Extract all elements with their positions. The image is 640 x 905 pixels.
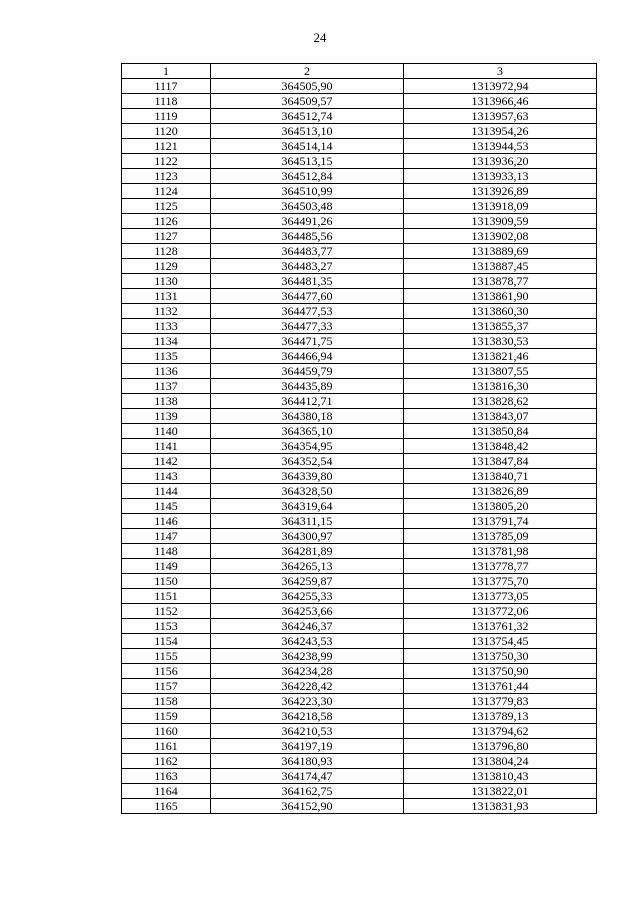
table-row <box>122 484 597 499</box>
point-number-cell: 1120 <box>122 124 211 139</box>
point-number-cell: 1128 <box>122 244 211 259</box>
table-row <box>122 784 597 799</box>
x-coordinate-cell: 364180,93 <box>211 754 404 769</box>
y-coordinate-cell: 1313791,74 <box>404 514 597 529</box>
point-number-cell: 1136 <box>122 364 211 379</box>
table-row <box>122 94 597 109</box>
x-coordinate-cell: 364380,18 <box>211 409 404 424</box>
table-row <box>122 79 597 94</box>
point-number-cell: 1158 <box>122 694 211 709</box>
point-number-cell: 1141 <box>122 439 211 454</box>
point-number-cell: 1162 <box>122 754 211 769</box>
x-coordinate-cell: 364243,53 <box>211 634 404 649</box>
point-number-cell: 1142 <box>122 454 211 469</box>
point-number-cell: 1153 <box>122 619 211 634</box>
table-row <box>122 394 597 409</box>
table-row <box>122 124 597 139</box>
y-coordinate-cell: 1313957,63 <box>404 109 597 124</box>
x-coordinate-cell: 364311,15 <box>211 514 404 529</box>
coordinates-table <box>121 63 597 814</box>
table-row <box>122 409 597 424</box>
y-coordinate-cell: 1313861,90 <box>404 289 597 304</box>
point-number-cell: 1130 <box>122 274 211 289</box>
x-coordinate-cell: 364319,64 <box>211 499 404 514</box>
y-coordinate-cell: 1313789,13 <box>404 709 597 724</box>
table-row <box>122 604 597 619</box>
y-coordinate-cell: 1313785,09 <box>404 529 597 544</box>
table-row <box>122 499 597 514</box>
x-coordinate-cell: 364352,54 <box>211 454 404 469</box>
point-number-cell: 1143 <box>122 469 211 484</box>
x-coordinate-cell: 364503,48 <box>211 199 404 214</box>
x-coordinate-cell: 364365,10 <box>211 424 404 439</box>
table-row <box>122 319 597 334</box>
y-coordinate-cell: 1313821,46 <box>404 349 597 364</box>
y-coordinate-cell: 1313796,80 <box>404 739 597 754</box>
table-row <box>122 694 597 709</box>
table-row <box>122 109 597 124</box>
point-number-cell: 1163 <box>122 769 211 784</box>
point-number-cell: 1125 <box>122 199 211 214</box>
table-row <box>122 664 597 679</box>
x-coordinate-cell: 364197,19 <box>211 739 404 754</box>
y-coordinate-cell: 1313778,77 <box>404 559 597 574</box>
y-coordinate-cell: 1313805,20 <box>404 499 597 514</box>
y-coordinate-cell: 1313840,71 <box>404 469 597 484</box>
y-coordinate-cell: 1313848,42 <box>404 439 597 454</box>
x-coordinate-cell: 364210,53 <box>211 724 404 739</box>
y-coordinate-cell: 1313773,05 <box>404 589 597 604</box>
point-number-cell: 1140 <box>122 424 211 439</box>
point-number-cell: 1132 <box>122 304 211 319</box>
point-number-cell: 1135 <box>122 349 211 364</box>
y-coordinate-cell: 1313761,32 <box>404 619 597 634</box>
x-coordinate-cell: 364339,80 <box>211 469 404 484</box>
table-row <box>122 214 597 229</box>
column-header-3: 3 <box>404 64 597 79</box>
y-coordinate-cell: 1313816,30 <box>404 379 597 394</box>
point-number-cell: 1145 <box>122 499 211 514</box>
x-coordinate-cell: 364509,57 <box>211 94 404 109</box>
point-number-cell: 1133 <box>122 319 211 334</box>
x-coordinate-cell: 364471,75 <box>211 334 404 349</box>
point-number-cell: 1164 <box>122 784 211 799</box>
point-number-cell: 1148 <box>122 544 211 559</box>
table-row <box>122 649 597 664</box>
column-header-2: 2 <box>211 64 404 79</box>
point-number-cell: 1156 <box>122 664 211 679</box>
page-number: 24 <box>313 30 327 45</box>
y-coordinate-cell: 1313843,07 <box>404 409 597 424</box>
column-header-1: 1 <box>122 64 211 79</box>
x-coordinate-cell: 364513,10 <box>211 124 404 139</box>
y-coordinate-cell: 1313850,84 <box>404 424 597 439</box>
table-row <box>122 439 597 454</box>
table-row <box>122 349 597 364</box>
x-coordinate-cell: 364281,89 <box>211 544 404 559</box>
table-row <box>122 364 597 379</box>
y-coordinate-cell: 1313860,30 <box>404 304 597 319</box>
table-row <box>122 559 597 574</box>
table-row <box>122 754 597 769</box>
y-coordinate-cell: 1313779,83 <box>404 694 597 709</box>
table-row <box>122 514 597 529</box>
point-number-cell: 1165 <box>122 799 211 814</box>
y-coordinate-cell: 1313936,20 <box>404 154 597 169</box>
x-coordinate-cell: 364354,95 <box>211 439 404 454</box>
y-coordinate-cell: 1313807,55 <box>404 364 597 379</box>
table-body <box>122 79 597 814</box>
x-coordinate-cell: 364477,60 <box>211 289 404 304</box>
table-row <box>122 769 597 784</box>
table-row <box>122 799 597 814</box>
x-coordinate-cell: 364512,84 <box>211 169 404 184</box>
table-row <box>122 274 597 289</box>
x-coordinate-cell: 364412,71 <box>211 394 404 409</box>
point-number-cell: 1152 <box>122 604 211 619</box>
point-number-cell: 1146 <box>122 514 211 529</box>
point-number-cell: 1119 <box>122 109 211 124</box>
point-number-cell: 1161 <box>122 739 211 754</box>
table-row <box>122 154 597 169</box>
x-coordinate-cell: 364300,97 <box>211 529 404 544</box>
y-coordinate-cell: 1313847,84 <box>404 454 597 469</box>
table-row <box>122 304 597 319</box>
point-number-cell: 1160 <box>122 724 211 739</box>
point-number-cell: 1147 <box>122 529 211 544</box>
x-coordinate-cell: 364253,66 <box>211 604 404 619</box>
point-number-cell: 1134 <box>122 334 211 349</box>
table-row <box>122 229 597 244</box>
x-coordinate-cell: 364483,27 <box>211 259 404 274</box>
y-coordinate-cell: 1313831,93 <box>404 799 597 814</box>
x-coordinate-cell: 364174,47 <box>211 769 404 784</box>
y-coordinate-cell: 1313909,59 <box>404 214 597 229</box>
point-number-cell: 1159 <box>122 709 211 724</box>
x-coordinate-cell: 364255,33 <box>211 589 404 604</box>
x-coordinate-cell: 364234,28 <box>211 664 404 679</box>
y-coordinate-cell: 1313750,30 <box>404 649 597 664</box>
y-coordinate-cell: 1313954,26 <box>404 124 597 139</box>
x-coordinate-cell: 364513,15 <box>211 154 404 169</box>
x-coordinate-cell: 364481,35 <box>211 274 404 289</box>
table-row <box>122 574 597 589</box>
point-number-cell: 1138 <box>122 394 211 409</box>
table-row <box>122 634 597 649</box>
y-coordinate-cell: 1313828,62 <box>404 394 597 409</box>
x-coordinate-cell: 364162,75 <box>211 784 404 799</box>
y-coordinate-cell: 1313750,90 <box>404 664 597 679</box>
point-number-cell: 1131 <box>122 289 211 304</box>
table-header-row <box>122 64 597 79</box>
x-coordinate-cell: 364477,53 <box>211 304 404 319</box>
x-coordinate-cell: 364223,30 <box>211 694 404 709</box>
y-coordinate-cell: 1313830,53 <box>404 334 597 349</box>
point-number-cell: 1127 <box>122 229 211 244</box>
table-row <box>122 544 597 559</box>
point-number-cell: 1150 <box>122 574 211 589</box>
y-coordinate-cell: 1313772,06 <box>404 604 597 619</box>
point-number-cell: 1144 <box>122 484 211 499</box>
table-row <box>122 259 597 274</box>
table-row <box>122 289 597 304</box>
x-coordinate-cell: 364466,94 <box>211 349 404 364</box>
table-row <box>122 679 597 694</box>
table-row <box>122 709 597 724</box>
point-number-cell: 1149 <box>122 559 211 574</box>
y-coordinate-cell: 1313855,37 <box>404 319 597 334</box>
table-row <box>122 454 597 469</box>
x-coordinate-cell: 364328,50 <box>211 484 404 499</box>
x-coordinate-cell: 364246,37 <box>211 619 404 634</box>
point-number-cell: 1155 <box>122 649 211 664</box>
point-number-cell: 1124 <box>122 184 211 199</box>
x-coordinate-cell: 364459,79 <box>211 364 404 379</box>
x-coordinate-cell: 364218,58 <box>211 709 404 724</box>
x-coordinate-cell: 364477,33 <box>211 319 404 334</box>
table-row <box>122 724 597 739</box>
table-row <box>122 589 597 604</box>
point-number-cell: 1137 <box>122 379 211 394</box>
table-row <box>122 334 597 349</box>
table-row <box>122 469 597 484</box>
x-coordinate-cell: 364152,90 <box>211 799 404 814</box>
y-coordinate-cell: 1313781,98 <box>404 544 597 559</box>
table-row <box>122 424 597 439</box>
y-coordinate-cell: 1313889,69 <box>404 244 597 259</box>
y-coordinate-cell: 1313933,13 <box>404 169 597 184</box>
table-row <box>122 529 597 544</box>
x-coordinate-cell: 364505,90 <box>211 79 404 94</box>
y-coordinate-cell: 1313826,89 <box>404 484 597 499</box>
x-coordinate-cell: 364435,89 <box>211 379 404 394</box>
point-number-cell: 1129 <box>122 259 211 274</box>
y-coordinate-cell: 1313754,45 <box>404 634 597 649</box>
point-number-cell: 1123 <box>122 169 211 184</box>
x-coordinate-cell: 364491,26 <box>211 214 404 229</box>
table-row <box>122 619 597 634</box>
y-coordinate-cell: 1313878,77 <box>404 274 597 289</box>
point-number-cell: 1117 <box>122 79 211 94</box>
point-number-cell: 1151 <box>122 589 211 604</box>
y-coordinate-cell: 1313918,09 <box>404 199 597 214</box>
x-coordinate-cell: 364514,14 <box>211 139 404 154</box>
point-number-cell: 1154 <box>122 634 211 649</box>
point-number-cell: 1126 <box>122 214 211 229</box>
x-coordinate-cell: 364483,77 <box>211 244 404 259</box>
table-row <box>122 184 597 199</box>
y-coordinate-cell: 1313972,94 <box>404 79 597 94</box>
x-coordinate-cell: 364228,42 <box>211 679 404 694</box>
y-coordinate-cell: 1313804,24 <box>404 754 597 769</box>
x-coordinate-cell: 364512,74 <box>211 109 404 124</box>
table-row <box>122 739 597 754</box>
point-number-cell: 1121 <box>122 139 211 154</box>
x-coordinate-cell: 364259,87 <box>211 574 404 589</box>
table-row <box>122 169 597 184</box>
point-number-cell: 1139 <box>122 409 211 424</box>
y-coordinate-cell: 1313887,45 <box>404 259 597 274</box>
y-coordinate-cell: 1313944,53 <box>404 139 597 154</box>
y-coordinate-cell: 1313794,62 <box>404 724 597 739</box>
y-coordinate-cell: 1313775,70 <box>404 574 597 589</box>
table-row <box>122 379 597 394</box>
y-coordinate-cell: 1313902,08 <box>404 229 597 244</box>
table-row <box>122 199 597 214</box>
x-coordinate-cell: 364265,13 <box>211 559 404 574</box>
x-coordinate-cell: 364510,99 <box>211 184 404 199</box>
point-number-cell: 1122 <box>122 154 211 169</box>
x-coordinate-cell: 364238,99 <box>211 649 404 664</box>
point-number-cell: 1118 <box>122 94 211 109</box>
table-row <box>122 139 597 154</box>
y-coordinate-cell: 1313810,43 <box>404 769 597 784</box>
table-row <box>122 244 597 259</box>
y-coordinate-cell: 1313761,44 <box>404 679 597 694</box>
point-number-cell: 1157 <box>122 679 211 694</box>
y-coordinate-cell: 1313966,46 <box>404 94 597 109</box>
x-coordinate-cell: 364485,56 <box>211 229 404 244</box>
y-coordinate-cell: 1313822,01 <box>404 784 597 799</box>
y-coordinate-cell: 1313926,89 <box>404 184 597 199</box>
